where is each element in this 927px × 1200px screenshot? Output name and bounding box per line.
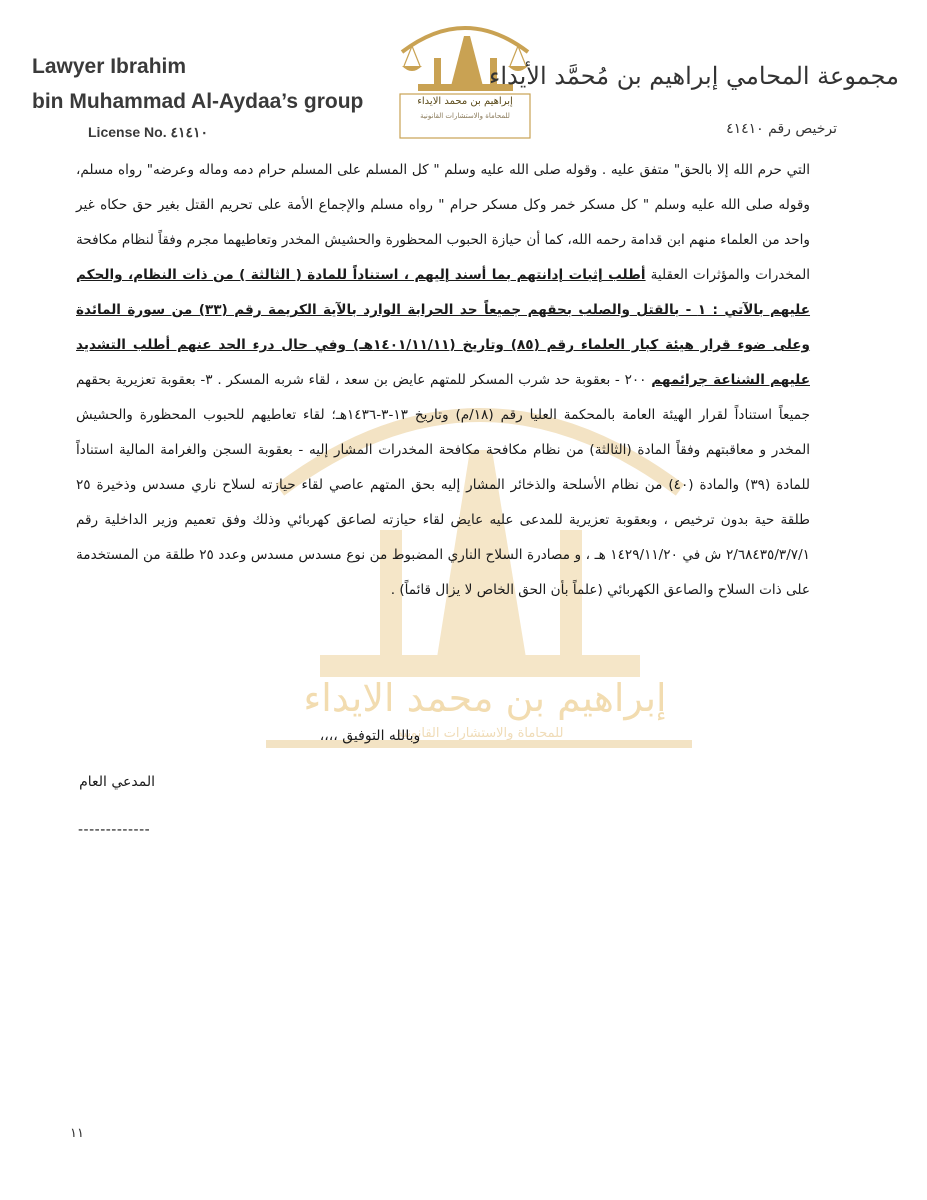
arabic-license-number: ترخيص رقم ٤١٤١٠: [726, 121, 837, 137]
body-paragraph-part3: ٢٠٠ - بعقوبة حد شرب المسكر للمتهم عايض بن سعد ، لقاء شربه المسكر . ٣- بعقوبة تعزيرية بحقهم جميعاً استناداً لقرار الهيئة العامة بالمحكمة العليا رقم (١٨/م) وتاريخ ١٣-٣-١٤٣٦هـ؛ لقاء تعاطيهم للحبوب المحظورة والحشيش المخدر و معاقبتهم وفقاً المادة (الثالثة) من نظام مكافحة مكافحة المخدرات المشار إليه - بعقوبة السجن والغرامة المالية استناداً للمادة (٣٩) والمادة (٤٠) من نظام الأسلحة والذخائر المشار إليه بحق المتهم عاصي لقاء حيازته لسلاح ناري مسدس وذخيرة ٢٥ طلقة حية بدون ترخيص ، وبعقوبة تعزيرية للمدعى عليه عايض لقاء حيازته لصاعق كهربائي وذلك وفق تعميم وزير الداخلية رقم ٢/٦٨٤٣٥/٣/٧/١ ش في ١٤٢٩/١١/٢٠ هـ ، و مصادرة السلاح الناري المضبوط من نوع مسدس مسدس وعدد ٢٥ طلقة من المستخدمة على ذات السلاح والصاعق الكهربائي (علماً بأن الحق الخاص لا يزال قائماً) .: [76, 372, 810, 598]
watermark-name: إبراهيم بن محمد الايداء: [303, 676, 667, 720]
english-firm-name-line1: Lawyer Ibrahim: [32, 55, 187, 78]
closing-phrase: وبالله التوفيق ،،،،: [319, 728, 421, 744]
body-paragraph-part1: التي حرم الله إلا بالحق" متفق عليه . وقوله صلى الله عليه وسلم " كل المسلم على المسلم حرام دمه وماله وعرضه" رواه مسلم، وقوله صلى الله عليه وسلم " كل مسكر خمر وكل مسكر حرام " رواه مسلم والإجماع الأمة على تحريم القتل بغير حق حكاه غير واحد من العلماء منهم ابن قدامة رحمه الله، كما أن حيازة الحبوب المحظورة والحشيش المخدر وتعاطيهما مجرم وفقاً لنظام مكافحة المخدرات والمؤثرات العقلية: [76, 162, 810, 283]
watermark-subtitle: للمحاماة والاستشارات القانونية: [396, 726, 564, 741]
document-body: [76, 153, 810, 608]
page-number: ١١: [70, 1126, 84, 1141]
logo-arabic-name: إبراهيم بن محمد الايداء: [417, 96, 513, 107]
arabic-firm-name: مجموعة المحامي إبراهيم بن مُحمَّد الأيداء: [489, 62, 899, 90]
english-firm-name-line2: bin Muhammad Al-Aydaa’s group: [32, 90, 364, 113]
body-paragraph-request: أطلب إثبات إدانتهم بما أسند إليهم ، استناداً للمادة ( الثالثة ) من ذات النظام، والحكم عليهم بالآتي : ١ - بالقتل والصلب بحقهم جميعاً حد الحرابة الوارد بالآية الكريمة رقم (٣٣) من سورة المائدة وعلى ضوء قرار هيئة كبار العلماء رقم (٨٥) وتاريخ (١٤٠١/١١/١١هـ) وفي حال درء الحد عنهم أطلب التشديد عليهم الشناعة جرائمهم: [76, 267, 811, 388]
signature-line: -------------: [78, 822, 151, 838]
logo-subtitle: للمحاماة والاستشارات القانونية: [420, 112, 510, 120]
letterhead: [0, 0, 927, 150]
signer-title: المدعي العام: [79, 774, 155, 790]
english-license-number: License No. ٤١٤١٠: [88, 124, 209, 140]
